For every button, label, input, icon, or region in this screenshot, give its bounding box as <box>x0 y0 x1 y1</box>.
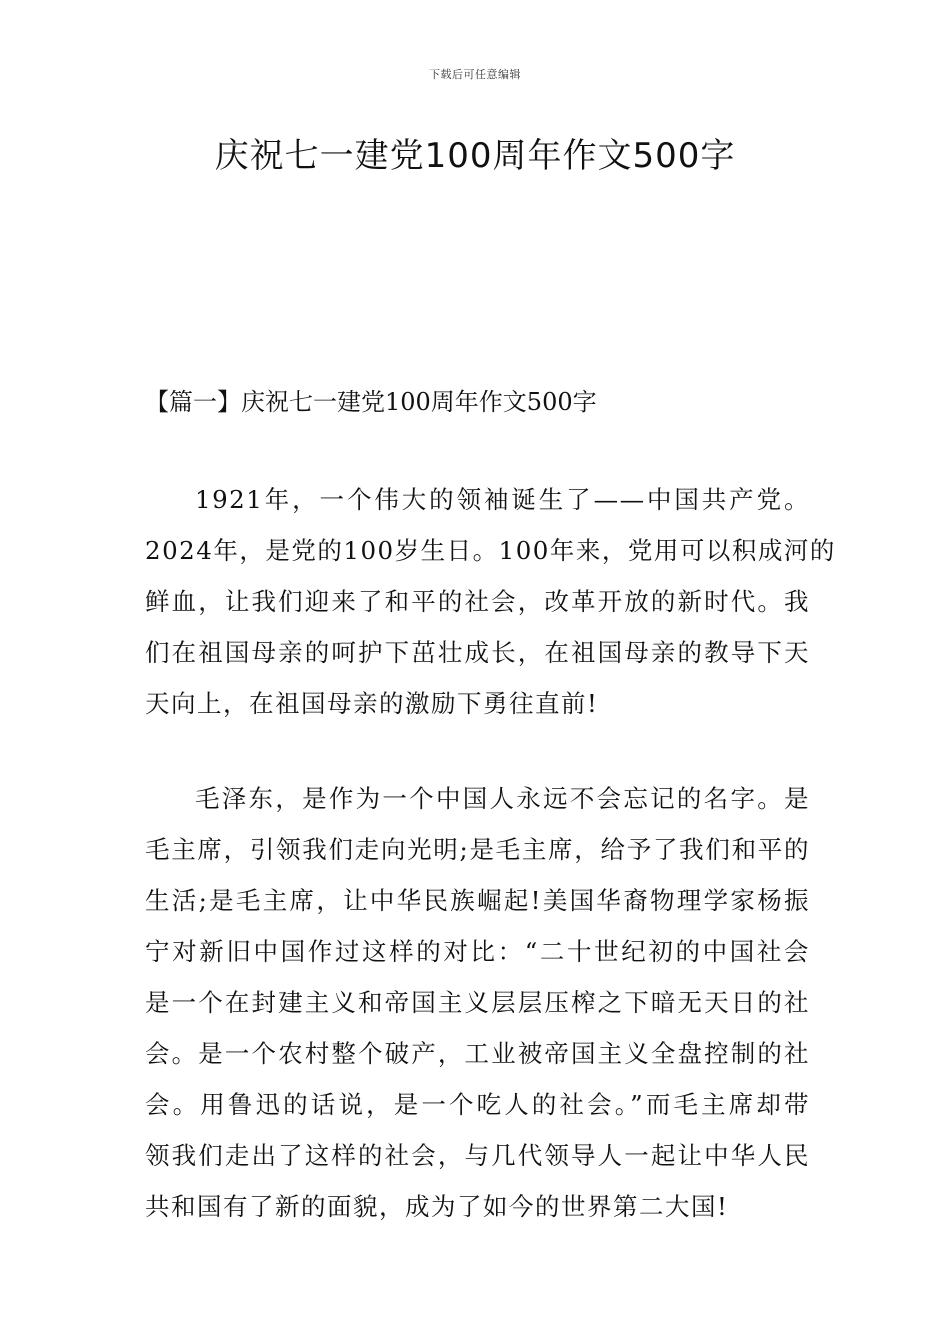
paragraph-line: 毛泽东，是作为一个中国人永远不会忘记的名字。是 <box>195 784 810 813</box>
paragraph-line: 领我们走出了这样的社会，与几代领导人一起让中华人民 <box>145 1141 810 1170</box>
paragraph-line: 们在祖国母亲的呵护下茁壮成长，在祖国母亲的教导下天 <box>145 638 810 667</box>
paragraph-line: 鲜血，让我们迎来了和平的社会，改革开放的新时代。我 <box>145 587 810 616</box>
paragraph-line: 宁对新旧中国作过这样的对比：“二十世纪初的中国社会 <box>145 937 810 966</box>
paragraph-line: 1921年，一个伟大的领袖诞生了——中国共产党。 <box>195 485 810 514</box>
paragraph-line: 毛主席，引领我们走向光明;是毛主席，给予了我们和平的 <box>145 835 810 864</box>
paragraph-line: 是一个在封建主义和帝国主义层层压榨之下暗无天日的社 <box>145 988 810 1017</box>
paragraph-2 <box>145 773 810 1232</box>
paragraph-line: 生活;是毛主席，让中华民族崛起!美国华裔物理学家杨振 <box>145 886 810 915</box>
document-title: 庆祝七一建党100周年作文500字 <box>214 136 736 176</box>
paragraph-line: 会。用鲁迅的话说，是一个吃人的社会。”而毛主席却带 <box>145 1090 810 1119</box>
paragraph-line: 共和国有了新的面貌，成为了如今的世界第二大国! <box>145 1192 729 1221</box>
section-heading: 【篇一】庆祝七一建党100周年作文500字 <box>145 388 597 416</box>
paragraph-line: 2024年，是党的100岁生日。100年来，党用可以积成河的 <box>145 536 836 565</box>
paragraph-line: 天向上，在祖国母亲的激励下勇往直前! <box>145 689 599 718</box>
paragraph-1 <box>145 474 836 729</box>
header-note: 下载后可任意编辑 <box>429 68 521 81</box>
paragraph-line: 会。是一个农村整个破产，工业被帝国主义全盘控制的社 <box>145 1039 810 1068</box>
